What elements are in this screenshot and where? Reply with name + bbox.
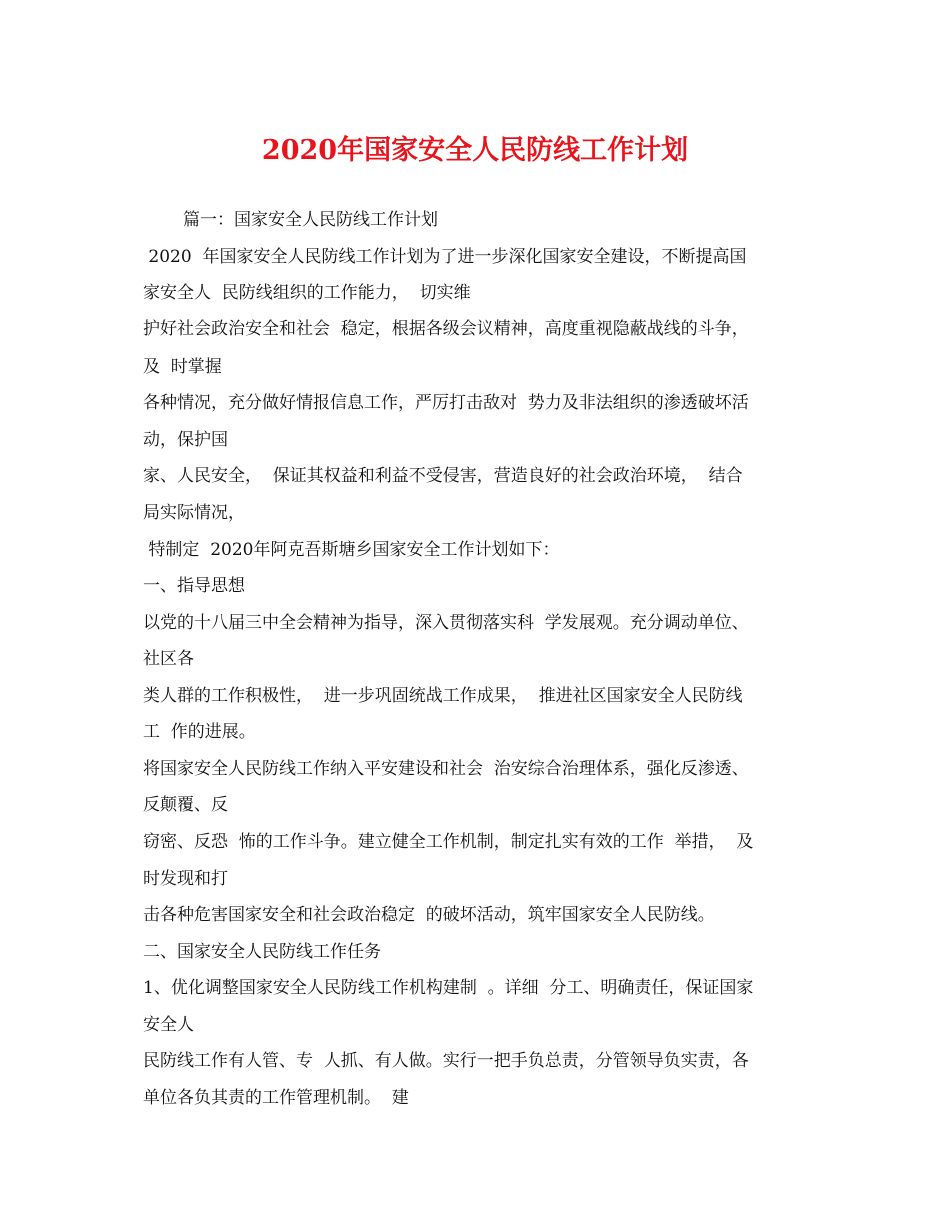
text-line: 特制定 2020年阿克吾斯塘乡国家安全工作计划如下： [143, 540, 560, 560]
text-line: 1、优化调整国家安全人民防线工作机构建制 。详细 分工、明确责任，保证国家 [143, 978, 754, 998]
text-line: 动，保护国 [143, 430, 228, 450]
text-line: 及 时掌握 [143, 357, 222, 377]
text-line: 安全人 [143, 1015, 194, 1035]
section-heading: 一、指导思想 [143, 576, 245, 596]
text-line: 时发现和打 [143, 869, 228, 889]
text-line: 民防线工作有人管、专 人抓、有人做。实行一把手负总责，分管领导负实责，各 [143, 1051, 749, 1071]
text-line: 护好社会政治安全和社会 稳定，根据各级会议精神，高度重视隐蔽战线的斗争， [143, 319, 749, 339]
document-title: 2020年国家安全人民防线工作计划 [261, 135, 689, 166]
section-heading: 二、国家安全人民防线工作任务 [143, 942, 381, 962]
text-line: 类人群的工作积极性， 进一步巩固统战工作成果， 推进社区国家安全人民防线 [143, 686, 743, 706]
text-line: 社区各 [143, 649, 194, 669]
text-line: 篇一：国家安全人民防线工作计划 [183, 210, 438, 230]
text-line: 各种情况，充分做好情报信息工作，严厉打击敌对 势力及非法组织的渗透破坏活 [143, 393, 749, 413]
text-line: 工 作的进展。 [143, 722, 256, 742]
text-line: 单位各负其责的工作管理机制。 建 [143, 1088, 409, 1108]
text-line: 以党的十八届三中全会精神为指导，深入贯彻落实科 学发展观。充分调动单位、 [143, 613, 749, 633]
text-line: 将国家安全人民防线工作纳入平安建设和社会 治安综合治理体系，强化反渗透、 [143, 759, 749, 779]
text-line: 2020 年国家安全人民防线工作计划为了进一步深化国家安全建设，不断提高国 [143, 247, 747, 267]
text-line: 窃密、反恐 怖的工作斗争。建立健全工作机制，制定扎实有效的工作 举措， 及 [143, 832, 754, 852]
text-line: 家安全人 民防线组织的工作能力， 切实维 [143, 283, 471, 303]
text-line: 击各种危害国家安全和社会政治稳定 的破坏活动，筑牢国家安全人民防线。 [143, 905, 715, 925]
text-line: 家、人民安全， 保证其权益和利益不受侵害，营造良好的社会政治环境， 结合 [143, 466, 743, 486]
text-line: 局实际情况， [143, 503, 245, 523]
text-line: 反颠覆、反 [143, 795, 228, 815]
